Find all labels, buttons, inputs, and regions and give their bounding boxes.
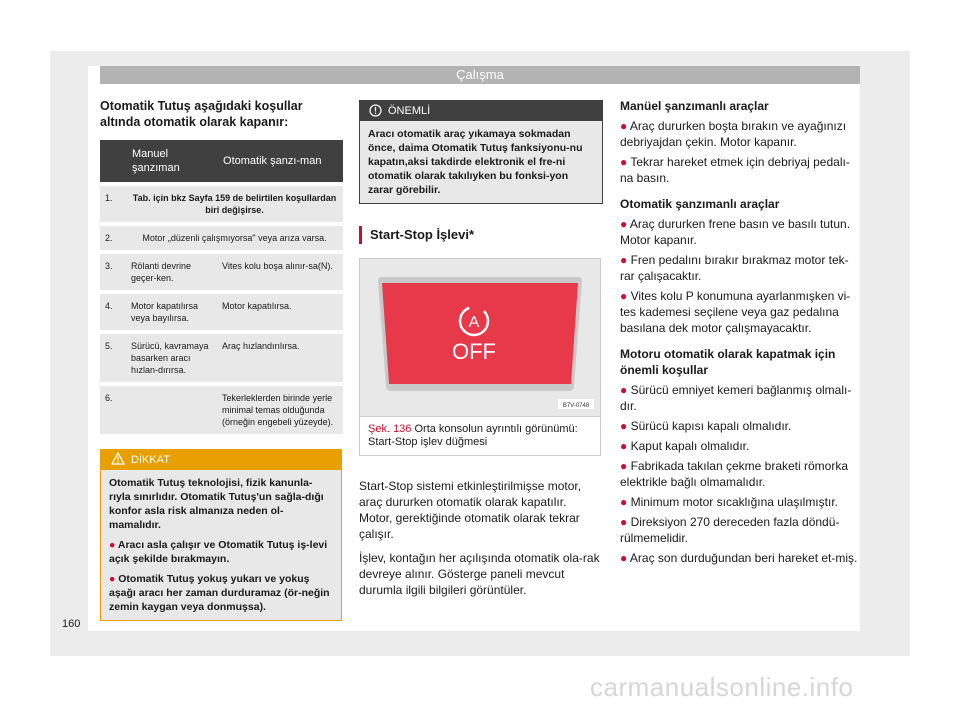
conditions-table: [100, 140, 343, 434]
bullet-icon: ●: [620, 495, 631, 509]
list-item: ● Araç dururken frene basın ve basılı tutun. Motor kapanır.: [620, 217, 851, 247]
info-circle-icon: [369, 104, 382, 124]
list-item: ● Fren pedalını bırakır bırakmaz motor tek-rar çalışacaktır.: [620, 253, 849, 283]
bullet-icon: ●: [620, 289, 631, 303]
warning-body: [101, 470, 341, 620]
bullet-icon: ●: [620, 419, 631, 433]
bullet-icon: ●: [620, 253, 631, 267]
subheading: Manüel şanzımanlı araçlar: [620, 99, 769, 113]
paragraph: Start-Stop sistemi etkinleştirilmişse motor, araç dururken otomatik olarak kapatılır. Motor, gerektiğinde otomatik olarak tekrar çalışır.: [359, 479, 582, 541]
list-item: ● Aracı asla çalışır ve Otomatik Tutuş iş-levi açık şekilde bırakmayın.: [109, 539, 328, 565]
table-header-manual: Manuel şanzıman: [126, 140, 217, 184]
figure-number: Şek. 136: [368, 423, 412, 435]
bullet-icon: ●: [620, 155, 631, 169]
section-title: Start-Stop İşlevi*: [359, 226, 601, 244]
warning-text: Otomatik Tutuş teknolojisi, fizik kanunla-rıyla sınırlıdır. Otomatik Tutuş'un sağla-dığı konfor asla risk almanıza neden ol-mamalıdır.: [109, 477, 324, 531]
left-column: [100, 98, 343, 621]
table-row: 2. Motor „düzenli çalışmıyorsa" veya arıza varsa.: [100, 224, 343, 252]
list-item: ● Araç son durduğundan beri hareket et-miş.: [620, 551, 858, 565]
list-item: ● Otomatik Tutuş yokuş yukarı ve yokuş aşağı aracı her zaman durduramaz (ör-neğin zemin kaygan veya donmuşsa).: [109, 573, 330, 613]
bullet-icon: ●: [620, 439, 631, 453]
table-header-auto: Otomatik şanzı-man: [217, 140, 343, 184]
watermark[interactable]: carmanualsonline.info: [590, 672, 854, 702]
bullet-icon: ●: [109, 573, 119, 585]
note-box: [359, 100, 603, 204]
list-item: ● Kaput kapalı olmalıdır.: [620, 439, 750, 453]
subheading: Motoru otomatik olarak kapatmak için önemli koşullar: [620, 347, 836, 377]
page-header: Çalışma: [100, 66, 860, 84]
figure-caption: [359, 417, 601, 456]
warning-triangle-icon: [111, 452, 125, 468]
list-item: ● Sürücü emniyet kemeri bağlanmış olmalı-dır.: [620, 383, 852, 413]
table-header-empty: [100, 140, 126, 184]
list-item: ● Minimum motor sıcaklığına ulaşılmıştır.: [620, 495, 838, 509]
paragraph: İşlev, kontağın her açılışında otomatik ola-rak devreye alınır. Gösterge paneli mevcut durumla ilgili bilgileri görüntüler.: [359, 551, 600, 597]
table-row: 1. Tab. için bkz Sayfa 159 de belirtilen koşullardan biri değişirse.: [100, 184, 343, 224]
warning-box: [100, 449, 342, 621]
table-heading: Otomatik Tutuş aşağıdaki koşullar altında otomatik olarak kapanır:: [100, 99, 303, 129]
middle-column: [359, 100, 601, 598]
warning-header: [101, 450, 341, 470]
page-number: 160: [62, 618, 81, 630]
button-off-label: OFF: [452, 339, 496, 364]
list-item: ● Tekrar hareket etmek için debriyaj pedalı-na basın.: [620, 155, 850, 185]
list-item: ● Sürücü kapısı kapalı olmalıdır.: [620, 419, 792, 433]
figure-start-stop: [359, 258, 601, 417]
figure-code: B7V-0748: [562, 403, 590, 409]
bullet-icon: ●: [620, 217, 630, 231]
note-header: [360, 101, 602, 121]
list-item: ● Direksiyon 270 dereceden fazla döndü-rülmemelidir.: [620, 515, 840, 545]
bullet-icon: ●: [620, 459, 631, 473]
start-stop-button-illustration: [360, 259, 600, 416]
warning-title: DİKKAT: [131, 454, 170, 466]
button-letter: A: [468, 314, 480, 331]
table-row: 6. Tekerleklerden birinde yerle minimal temas olduğunda (örneğin engebeli yüzeyde).: [100, 384, 343, 434]
bullet-icon: ●: [109, 539, 118, 551]
table-row: 5. Sürücü, kavramaya basarken aracı hızlan-dırırsa. Araç hızlandırılırsa.: [100, 332, 343, 384]
list-item: ● Araç dururken boşta bırakın ve ayağınızı debriyajdan çekin. Motor kapanır.: [620, 119, 847, 149]
note-title: ÖNEMLİ: [388, 105, 431, 117]
right-column: [620, 98, 860, 566]
table-row: 4. Motor kapatılırsa veya bayılırsa. Motor kapatılırsa.: [100, 292, 343, 332]
note-text: Aracı otomatik araç yıkamaya sokmadan önce, daima Otomatik Tutuş fanksiyonu-nu kapatın,aksi takdirde elektronik el fre-ni otomatik olarak takılıyken bu fonksi-yon zarar görebilir.: [360, 121, 602, 203]
bullet-icon: ●: [620, 119, 630, 133]
subheading: Otomatik şanzımanlı araçlar: [620, 197, 780, 211]
bullet-icon: ●: [620, 383, 631, 397]
bullet-icon: ●: [620, 551, 630, 565]
list-item: ● Vites kolu P konumuna ayarlanmışken vi-tes kademesi seçilene veya gaz pedalına basılana dek motor çalışmayacaktır.: [620, 289, 851, 335]
table-row: 3. Rölanti devrine geçer-ken. Vites kolu boşa alınır-sa(N).: [100, 252, 343, 292]
bullet-icon: ●: [620, 515, 631, 529]
caption-text: Orta konsolun ayrıntılı görünümü: Start-Stop işlev düğmesi: [368, 423, 578, 448]
list-item: ● Fabrikada takılan çekme braketi römorka elektrikle bağlı olmamalıdır.: [620, 459, 849, 489]
